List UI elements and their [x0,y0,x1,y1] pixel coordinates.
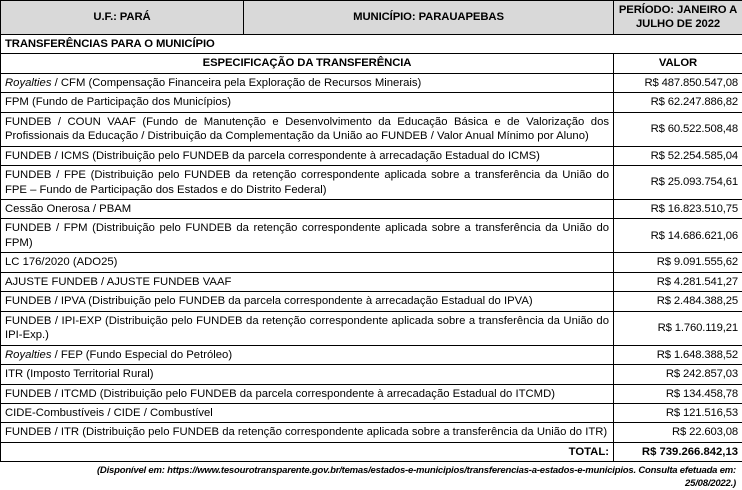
transfer-value: R$ 14.686.621,06 [614,219,742,253]
transfer-value: R$ 1.760.119,21 [614,311,742,345]
transfer-specification: FUNDEB / COUN VAAF (Fundo de Manutenção e Desenvolvimento da Educação Básica e de Valorização dos Profissionais da Educação / Distribuição da Complementação da União ao FUNDEB / Valor Anual Mínimo por Aluno) [1,112,614,146]
transfer-specification: FUNDEB / FPE (Distribuição pelo FUNDEB da retenção correspondente aplicada sobre a transferência da União do FPE – Fundo de Participação dos Estados e do Distrito Federal) [1,166,614,200]
transfer-value: R$ 60.522.508,48 [614,112,742,146]
transfer-specification [1,73,614,92]
transfer-specification: AJUSTE FUNDEB / AJUSTE FUNDEB VAAF [1,272,614,291]
table-row [1,311,742,345]
table-row [1,403,742,422]
uf-cell: U.F.: PARÁ [1,1,244,35]
transfer-value: R$ 25.093.754,61 [614,166,742,200]
transfer-value: R$ 9.091.555,62 [614,253,742,272]
table-row [1,365,742,384]
transfer-specification: CIDE-Combustíveis / CIDE / Combustível [1,403,614,422]
table-row [1,272,742,291]
transfer-specification-emphasis: Royalties [5,77,51,89]
transfer-specification: FUNDEB / IPVA (Distribuição pelo FUNDEB da parcela correspondente à arrecadação Estadual do IPVA) [1,292,614,311]
transfer-specification: FPM (Fundo de Participação dos Municípios) [1,93,614,112]
transfer-value: R$ 134.458,78 [614,384,742,403]
transfer-specification: FUNDEB / IPI-EXP (Distribuição pelo FUNDEB da retenção correspondente aplicada sobre a transferência da União do IPI-Exp.) [1,311,614,345]
table-row [1,423,742,442]
transfer-value: R$ 242.857,03 [614,365,742,384]
column-header-value: VALOR [614,54,742,73]
transfer-specification: FUNDEB / ICMS (Distribuição pelo FUNDEB da parcela correspondente à arrecadação Estadual do ICMS) [1,146,614,165]
total-row [1,442,742,461]
title-band-cell: TRANSFERÊNCIAS PARA O MUNICÍPIO [1,34,742,53]
transfer-specification: Cessão Onerosa / PBAM [1,199,614,218]
transfer-specification-text: / CFM (Compensação Financeira pela Exploração de Recursos Minerais) [51,77,421,89]
total-value: R$ 739.266.842,13 [614,442,742,461]
table-row [1,112,742,146]
municipio-cell: MUNICÍPIO: PARAUAPEBAS [244,1,614,35]
transfer-specification: FUNDEB / ITCMD (Distribuição pelo FUNDEB da parcela correspondente à arrecadação Estadual do ITCMD) [1,384,614,403]
transfer-specification: LC 176/2020 (ADO25) [1,253,614,272]
transfer-specification: FUNDEB / FPM (Distribuição pelo FUNDEB da retenção correspondente aplicada sobre a transferência da União do FPM) [1,219,614,253]
transfer-specification-text: / FEP (Fundo Especial do Petróleo) [51,349,232,361]
transfer-specification: FUNDEB / ITR (Distribuição pelo FUNDEB da retenção correspondente aplicada sobre a transferência da União do ITR) [1,423,614,442]
table-row [1,166,742,200]
transfer-value: R$ 16.823.510,75 [614,199,742,218]
column-headers-row [1,54,742,73]
table-row [1,219,742,253]
table-row [1,292,742,311]
transfer-value: R$ 4.281.541,27 [614,272,742,291]
source-footnote: (Disponível em: https://www.tesourotransparente.gov.br/temas/estados-e-municipios/transferencias-a-estados-e-municipios. Consulta efetuada em: 25/08/2022.) [0,462,742,490]
transfer-value: R$ 487.850.547,08 [614,73,742,92]
title-band-row [1,34,742,53]
table-row [1,384,742,403]
identification-header-row [1,1,742,35]
transfer-value: R$ 121.516,53 [614,403,742,422]
transfer-value: R$ 62.247.886,82 [614,93,742,112]
transfer-value: R$ 1.648.388,52 [614,345,742,364]
transfer-specification [1,345,614,364]
table-row [1,146,742,165]
table-row [1,73,742,92]
table-row [1,93,742,112]
transfer-specification: ITR (Imposto Territorial Rural) [1,365,614,384]
total-label: TOTAL: [1,442,614,461]
transfer-specification-emphasis: Royalties [5,349,51,361]
periodo-cell: PERÍODO: JANEIRO A JULHO DE 2022 [614,1,742,35]
transfer-value: R$ 52.254.585,04 [614,146,742,165]
transfer-value: R$ 2.484.388,25 [614,292,742,311]
table-body [1,1,742,462]
table-row [1,345,742,364]
table-row [1,253,742,272]
column-header-specification: ESPECIFICAÇÃO DA TRANSFERÊNCIA [1,54,614,73]
transfer-value: R$ 22.603,08 [614,423,742,442]
table-row [1,199,742,218]
